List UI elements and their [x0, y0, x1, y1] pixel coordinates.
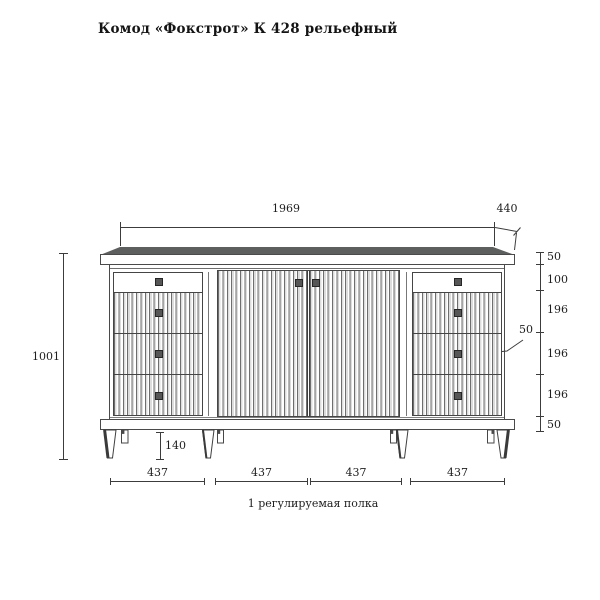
partition-line	[208, 272, 209, 416]
center-doors	[217, 270, 400, 417]
shelf-note: 1 регулируемая полка	[247, 497, 379, 510]
dim-tick	[59, 459, 68, 460]
dim-section-2: 437	[251, 466, 272, 479]
dim-leg-height: 140	[165, 439, 186, 452]
dim-tick	[536, 431, 544, 432]
body-top-rail-line	[110, 268, 504, 269]
front-leg	[497, 430, 509, 458]
cabinet-plinth	[100, 419, 515, 430]
leg-dimension-line	[160, 432, 161, 460]
dim-top-drawer: 100	[547, 273, 568, 286]
dim-tick	[536, 416, 544, 417]
dim-tick	[156, 432, 164, 433]
left-drawer-stack	[113, 272, 203, 416]
front-leg	[203, 430, 215, 458]
dim-tick	[504, 478, 505, 485]
body-bottom-rail-line	[110, 417, 504, 418]
drawer	[114, 334, 202, 375]
dim-tick	[110, 478, 111, 485]
dim-overall-width: 1969	[272, 202, 300, 215]
section-dimension-line	[410, 481, 505, 482]
dim-tick	[536, 332, 544, 333]
dim-tick	[536, 290, 544, 291]
front-leg	[397, 430, 409, 458]
dim-tick	[401, 478, 402, 485]
dim-tick	[410, 478, 411, 485]
dim-tick	[204, 478, 205, 485]
drawing-title: Комод «Фокстрот» К 428 рельефный	[98, 21, 398, 37]
front-leg	[104, 430, 116, 458]
dim-section-3: 437	[345, 466, 367, 479]
drawer	[413, 293, 501, 334]
drawer	[413, 375, 501, 415]
dim-bottom-band: 50	[547, 418, 561, 431]
door-right	[309, 271, 399, 416]
section-dimension-line	[310, 481, 402, 482]
dim-section-1: 437	[147, 466, 168, 479]
extension-line	[120, 222, 121, 246]
knob-icon	[454, 392, 462, 400]
dim-drawer-2: 196	[547, 347, 568, 360]
knob-icon	[454, 350, 462, 358]
dim-drawer-3: 196	[547, 388, 568, 401]
partition-line	[406, 272, 407, 416]
knob-icon	[454, 309, 462, 317]
right-drawer-stack	[412, 272, 502, 416]
extension-line	[494, 222, 495, 246]
dim-tick	[59, 253, 68, 254]
back-leg-notches	[122, 431, 494, 434]
dim-depth: 440	[496, 202, 518, 215]
drawer	[413, 334, 501, 375]
section-dimension-line	[215, 481, 308, 482]
drawer	[413, 273, 501, 293]
knob-icon	[155, 392, 163, 400]
dim-top-band: 50	[547, 250, 561, 263]
knob-icon	[155, 278, 163, 286]
knob-icon	[155, 309, 163, 317]
dim-side-panel: 50	[519, 323, 533, 336]
depth-dimension-lines	[495, 228, 521, 251]
dim-tick	[536, 264, 544, 265]
dim-overall-height: 1001	[32, 350, 60, 363]
dim-section-4: 437	[447, 466, 468, 479]
knob-icon	[295, 279, 303, 287]
knob-icon	[312, 279, 320, 287]
back-leg	[218, 430, 224, 443]
drawer	[114, 293, 202, 334]
back-leg	[488, 430, 495, 443]
width-dimension-line	[120, 227, 495, 228]
dim-tick	[536, 374, 544, 375]
dim-tick	[307, 478, 308, 485]
back-leg	[391, 430, 397, 443]
dim-tick	[156, 459, 164, 460]
dim-tick	[536, 252, 544, 253]
height-dimension-line	[63, 253, 64, 460]
door-left	[218, 271, 308, 416]
side-panel-leader-line	[502, 340, 523, 352]
knob-icon	[454, 278, 462, 286]
drawer	[114, 375, 202, 415]
section-dimension-line	[110, 481, 205, 482]
dim-tick	[310, 478, 311, 485]
knob-icon	[155, 350, 163, 358]
right-dimension-line	[540, 252, 541, 432]
dim-tick	[215, 478, 216, 485]
back-leg	[122, 430, 129, 443]
dim-drawer-1: 196	[547, 303, 568, 316]
drawer	[114, 273, 202, 293]
